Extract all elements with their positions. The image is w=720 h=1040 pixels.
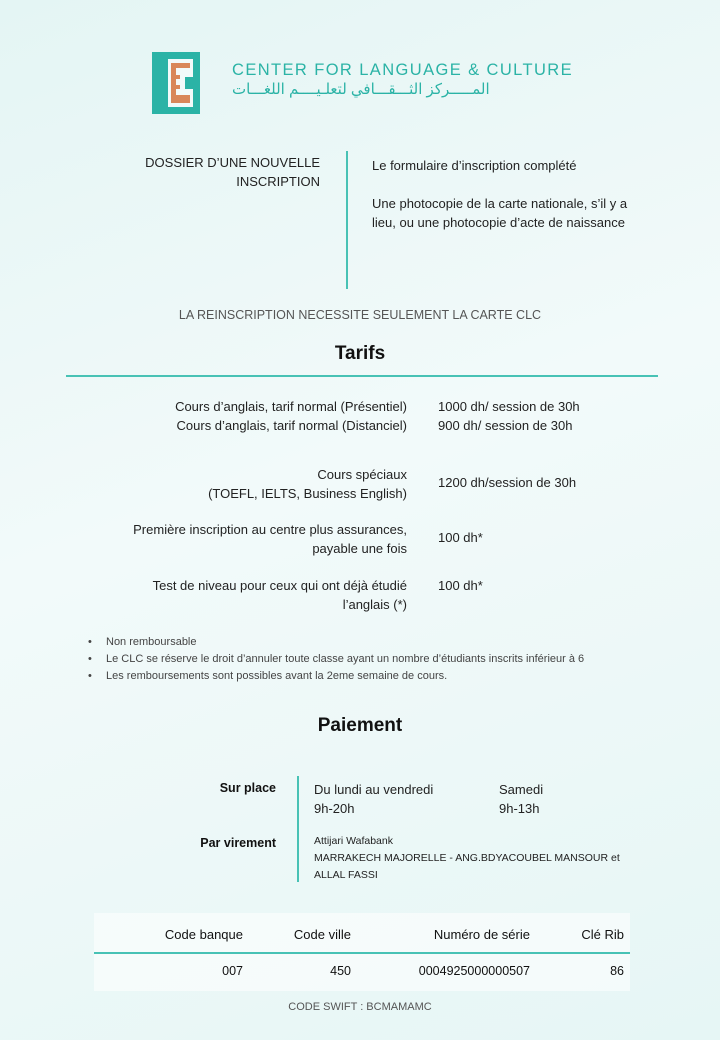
paiement-title: Paiement <box>317 715 403 736</box>
table-cell-code-banque: 007 <box>222 964 243 978</box>
tarif-price-speciaux: 1200 dh/session de 30h <box>438 475 577 490</box>
note-text: Les remboursements sont possibles avant la 2eme semaine de cours. <box>106 670 448 682</box>
bullet-icon: • <box>88 636 92 648</box>
notes-list <box>88 634 584 685</box>
bank-name: Attijari Wafabank <box>314 835 393 847</box>
reinscription-note: LA REINSCRIPTION NECESSITE SEULEMENT LA CARTE CLC <box>178 308 542 322</box>
tarifs-divider <box>66 375 658 377</box>
bank-address-line: MARRAKECH MAJORELLE - ANG.BDYACOUBEL MANSOUR et <box>314 852 620 864</box>
tarif-label-test: Test de niveau pour ceux qui ont déjà étudié <box>152 578 407 593</box>
brand-name-english: CENTER FOR LANGUAGE & CULTURE <box>232 61 573 79</box>
virement-label: Par virement <box>200 836 276 850</box>
table-header-cle-rib: Clé Rib <box>581 927 624 942</box>
dossier-title: DOSSIER D’UNE NOUVELLE INSCRIPTION <box>145 155 320 189</box>
note-item <box>88 668 584 685</box>
bank-details-table <box>94 913 630 991</box>
tarif-price-distanciel: 900 dh/ session de 30h <box>438 418 573 433</box>
tarif-label-presentiel: Cours d’anglais, tarif normal (Présentiel) <box>175 399 407 414</box>
swift-code: CODE SWIFT : BCMAMAMC <box>288 1001 432 1013</box>
table-cell-cle-rib: 86 <box>610 964 624 978</box>
tarif-price-presentiel: 1000 dh/ session de 30h <box>438 399 580 414</box>
table-header-code-banque: Code banque <box>164 927 243 942</box>
tarif-label-inscription-detail: payable une fois <box>312 541 407 556</box>
tarif-label-inscription: Première inscription au centre plus assurances, <box>133 522 407 537</box>
bank-address-line: ALLAL FASSI <box>314 869 378 881</box>
tarif-label-test-detail: l’anglais (*) <box>342 597 407 612</box>
table-header-code-ville: Code ville <box>293 927 351 942</box>
saturday-hours: 9h-13h <box>499 801 540 816</box>
weekdays-hours: 9h-20h <box>314 801 355 816</box>
tarif-label-speciaux-detail: (TOEFL, IELTS, Business English) <box>208 486 407 501</box>
saturday-label: Samedi <box>499 782 544 797</box>
note-item <box>88 651 584 668</box>
clc-logo <box>152 52 200 114</box>
dossier-item: Le formulaire d’inscription complété <box>372 158 577 173</box>
tarif-price-inscription: 100 dh* <box>438 530 483 545</box>
weekdays-label: Du lundi au vendredi <box>314 782 434 797</box>
table-cell-numero-serie: 0004925000000507 <box>418 964 530 978</box>
tarif-label-speciaux: Cours spéciaux <box>317 467 407 482</box>
table-divider <box>94 952 630 954</box>
dossier-item: Une photocopie de la carte nationale, s’il y a lieu, ou une photocopie d’acte de naissance <box>372 196 628 230</box>
table-cell-code-ville: 450 <box>330 964 351 978</box>
sur-place-label: Sur place <box>219 781 276 795</box>
note-item <box>88 634 584 651</box>
note-text: Le CLC se réserve le droit d’annuler toute classe ayant un nombre d’étudiants inscrits inférieur à 6 <box>106 653 585 665</box>
bullet-icon: • <box>88 670 92 682</box>
tarifs-title: Tarifs <box>334 343 386 364</box>
paiement-divider <box>297 776 299 882</box>
tarif-price-test: 100 dh* <box>438 578 483 593</box>
note-text: Non remboursable <box>106 636 197 648</box>
dossier-divider <box>346 151 348 289</box>
table-header-numero-serie: Numéro de série <box>433 927 530 942</box>
brand-name-arabic: المـــــركز الثـــقـــافي لتعلـيــــم اللغـــات <box>232 81 490 98</box>
bullet-icon: • <box>88 653 92 665</box>
tarif-label-distanciel: Cours d’anglais, tarif normal (Distanciel) <box>176 418 407 433</box>
